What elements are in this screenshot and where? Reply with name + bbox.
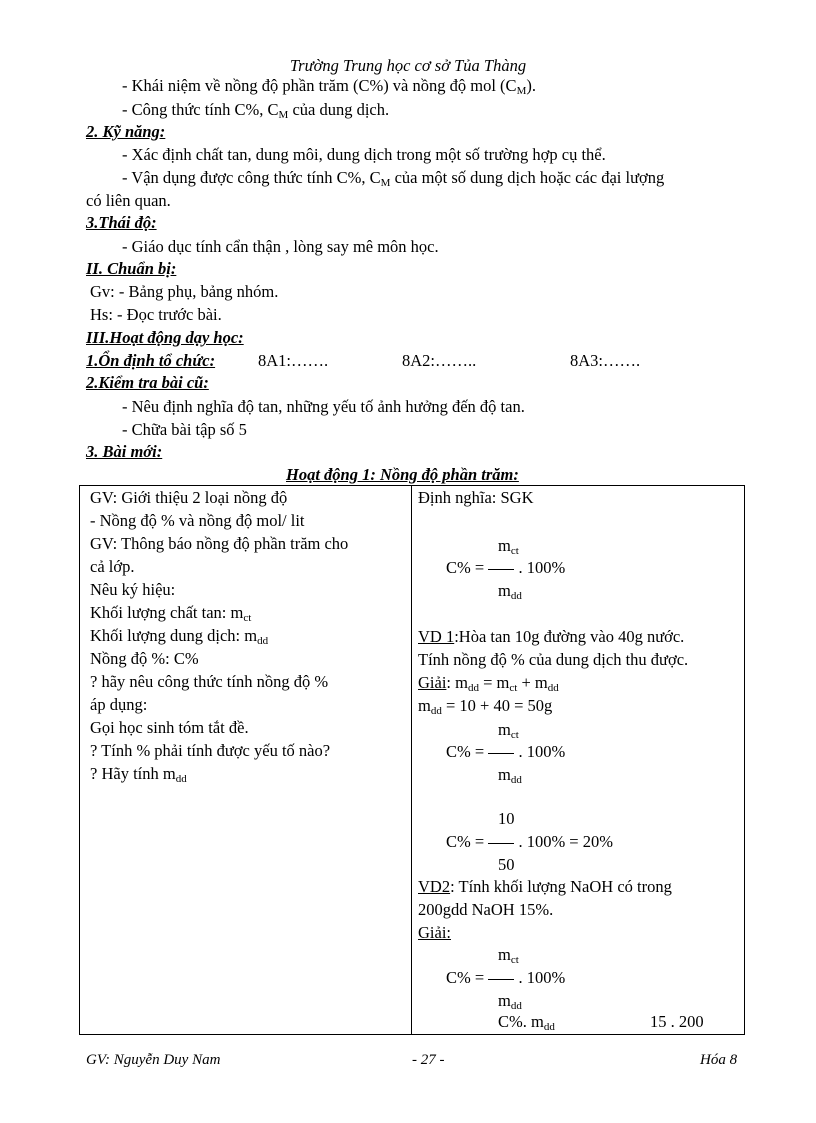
section-heading-review: 2.Kiểm tra bài cũ:	[86, 373, 209, 392]
section-heading-skills: 2. Kỹ năng:	[86, 122, 166, 141]
formula-1-denominator: $m_{dd}$	[498, 581, 522, 602]
activity-1-heading: Hoạt động 1: Nồng độ phần trăm:	[286, 465, 519, 484]
formula-1-main: C% = . 100%	[446, 558, 566, 577]
left-row-12: ? Tính % phải tính được yếu tố nào?	[90, 741, 331, 760]
formula-2-main: C% = . 100%	[446, 742, 566, 761]
left-row-8: Nồng độ %: C%	[90, 649, 199, 668]
class-8a2: 8A2:……..	[402, 351, 477, 370]
left-row-4: cả lớp.	[90, 557, 135, 576]
formula-4-denominator: $m_{dd}$	[498, 991, 522, 1012]
formula-2-denominator: $m_{dd}$	[498, 765, 522, 786]
formula-1-numerator: $m_{ct}$	[498, 536, 519, 557]
solution-2-label: Giải:	[418, 923, 451, 942]
formula-5-left: C%. $m_{dd}$	[498, 1012, 555, 1033]
example-1-line-1: VD 1:Hòa tan 10g đường vào 40g nước.	[418, 627, 685, 646]
left-row-6: Khối lượng chất tan: $m_{ct}$	[90, 603, 252, 624]
solution-1-line-2: $m_{dd} = 10 + 40 = 50g$	[418, 696, 553, 717]
page-header: Trường Trung học cơ sở Tủa Thàng	[289, 56, 527, 75]
formula-5-right: 15 . 200	[650, 1012, 704, 1031]
formula-4-main: C% = . 100%	[446, 968, 566, 987]
left-row-3: GV: Thông báo nồng độ phần trăm cho	[90, 534, 349, 553]
skills-line-2: - Vận dụng được công thức tính C%, $C_M$ của một số dung dịch hoặc các đại lượng	[122, 168, 665, 189]
footer-subject: Hóa 8	[700, 1052, 738, 1068]
fraction-bar	[488, 569, 514, 570]
preparation-teacher: Gv: - Bảng phụ, bảng nhóm.	[90, 282, 279, 301]
fraction-bar	[488, 843, 514, 844]
example-1-line-2: Tính nồng độ % của dung dịch thu được.	[418, 650, 689, 669]
review-line-1: - Nêu định nghĩa độ tan, những yếu tố ảnh hưởng đến độ tan.	[122, 397, 525, 416]
fraction-bar	[488, 979, 514, 980]
example-2-line-1: VD2: Tính khối lượng NaOH có trong	[418, 877, 672, 896]
section-heading-preparation: II. Chuẩn bị:	[86, 259, 177, 278]
content-column	[412, 486, 745, 1035]
section-heading-class-organization: 1.Ổn định tổ chức:	[86, 351, 216, 370]
solution-1-line-1: Giải: $m_{dd} = m_{ct} + m_{dd}$	[418, 673, 559, 694]
footer-author: GV: Nguyễn Duy Nam	[86, 1052, 221, 1068]
left-row-7: Khối lượng dung dịch: $m_{dd}$	[90, 626, 269, 647]
teacher-student-column	[80, 486, 412, 1035]
class-8a1: 8A1:…….	[258, 351, 329, 370]
formula-3-denominator: 50	[498, 855, 515, 874]
example-2-line-2: 200gdd NaOH 15%.	[418, 900, 554, 919]
class-8a3: 8A3:…….	[570, 351, 641, 370]
attitude-line: - Giáo dục tính cẩn thận , lòng say mê môn học.	[122, 237, 439, 256]
left-row-1: GV: Giới thiệu 2 loại nồng độ	[90, 488, 288, 507]
objective-line-1: - Khái niệm về nồng độ phần trăm (C%) và nồng độ mol $(C_M)$.	[122, 76, 536, 97]
activity-table	[79, 485, 745, 1035]
left-row-10: áp dụng:	[90, 695, 148, 714]
formula-3-numerator: 10	[498, 809, 515, 828]
formula-3-main: C% = . 100% = 20%	[446, 832, 613, 851]
left-row-2: - Nồng độ % và nồng độ mol/ lit	[90, 511, 305, 530]
skills-line-3: có liên quan.	[86, 191, 171, 210]
skills-line-1: - Xác định chất tan, dung môi, dung dịch trong một số trường hợp cụ thể.	[122, 145, 606, 164]
left-row-11: Gọi học sinh tóm tắt đề.	[90, 718, 249, 737]
formula-2-numerator: $m_{ct}$	[498, 720, 519, 741]
fraction-bar	[488, 753, 514, 754]
formula-4-numerator: $m_{ct}$	[498, 945, 519, 966]
footer-page-number: - 27 -	[412, 1052, 445, 1068]
section-heading-attitude: 3.Thái độ:	[86, 213, 157, 232]
definition-line: Định nghĩa: SGK	[418, 488, 534, 507]
preparation-students: Hs: - Đọc trước bài.	[90, 305, 222, 324]
left-row-9: ? hãy nêu công thức tính nồng độ %	[90, 672, 329, 691]
left-row-5: Nêu ký hiệu:	[90, 580, 176, 599]
section-heading-activities: III.Hoạt động dạy học:	[86, 328, 244, 347]
section-heading-new-lesson: 3. Bài mới:	[86, 442, 163, 461]
left-row-13: ? Hãy tính $m_{dd}$	[90, 764, 187, 785]
review-line-2: - Chữa bài tập số 5	[122, 420, 247, 439]
objective-line-2: - Công thức tính C%, $C_M$ của dung dịch.	[122, 100, 390, 121]
